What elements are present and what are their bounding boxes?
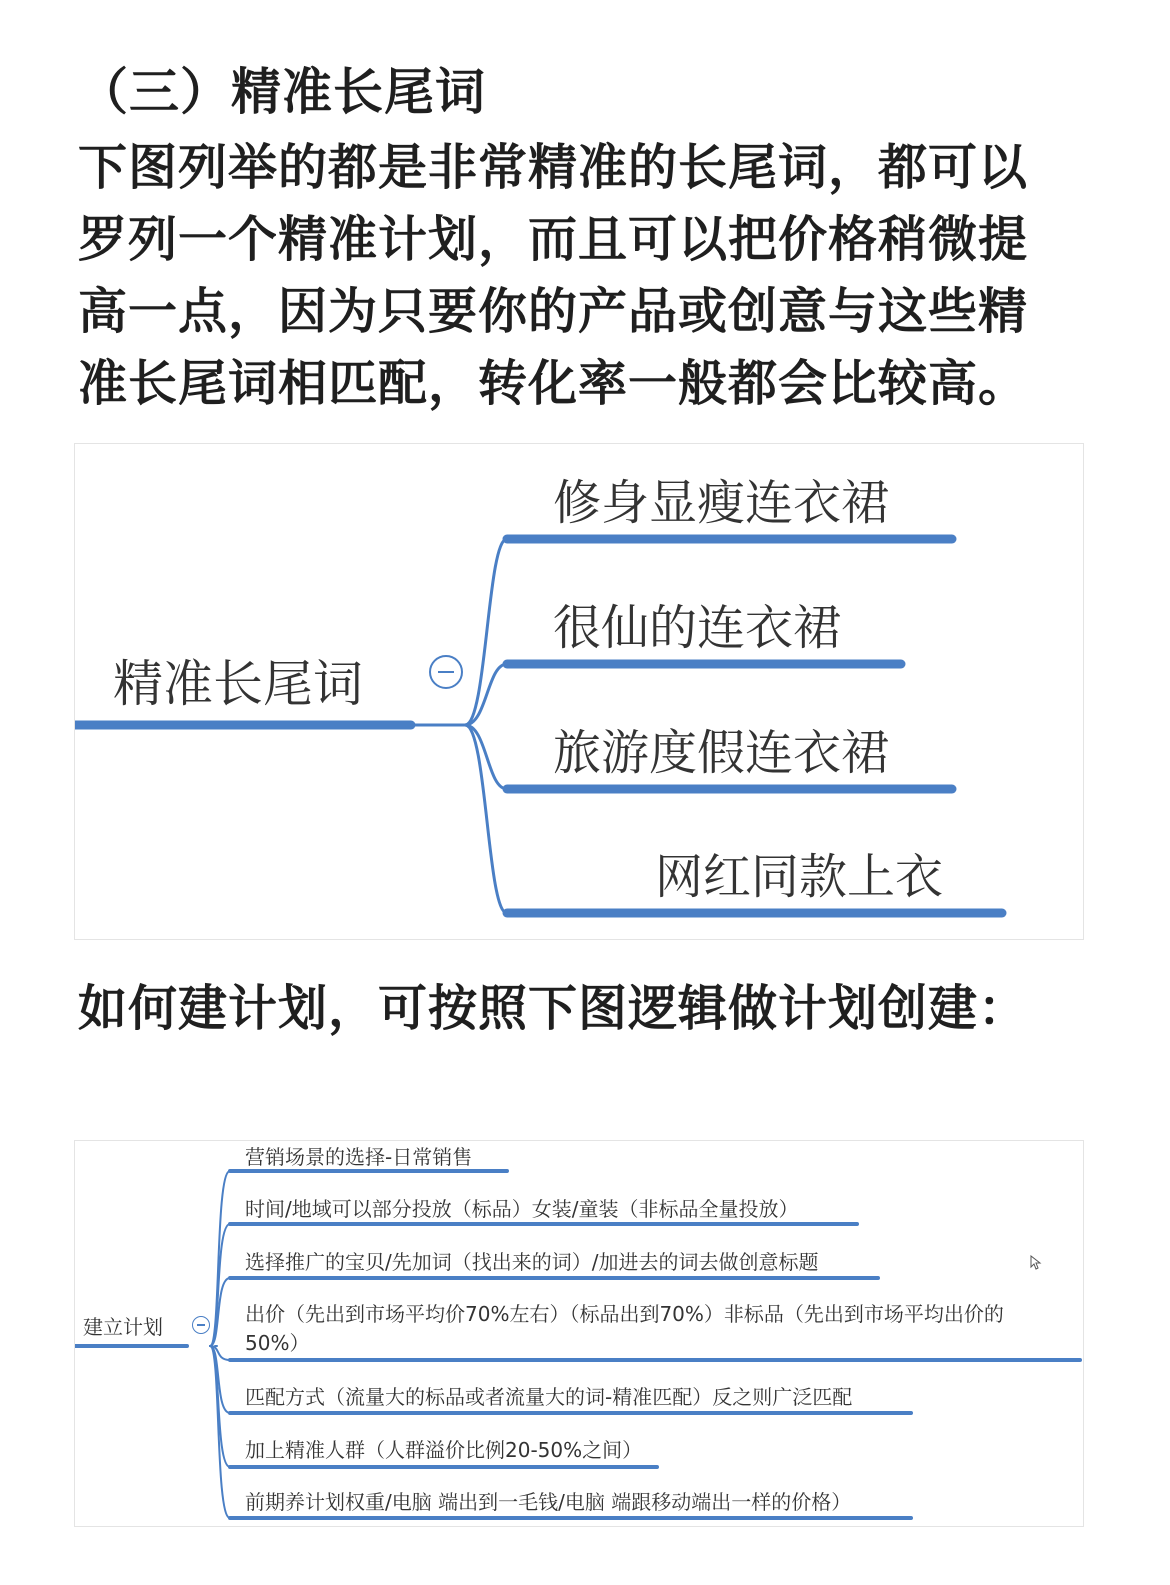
mindmap-branch-label: 出价（先出到市场平均价70%左右）（标品出到70%）非标品（先出到市场平均出价的 bbox=[245, 1302, 1004, 1326]
mouse-cursor-icon bbox=[1030, 1255, 1042, 1271]
mindmap-branch-label: 选择推广的宝贝/先加词（找出来的词）/加进去的词去做创意标题 bbox=[245, 1250, 819, 1274]
mindmap-root-label: 建立计划 bbox=[83, 1315, 163, 1339]
mindmap-branch-label: 旅游度假连衣裙 bbox=[553, 725, 890, 781]
intro-line: 准长尾词相匹配，转化率一般都会比较高。 bbox=[78, 355, 1029, 412]
intro-line: 高一点，因为只要你的产品或创意与这些精 bbox=[78, 283, 1029, 340]
mindmap-root-label: 精准长尾词 bbox=[113, 655, 363, 713]
intro-line: 下图列举的都是非常精准的长尾词，都可以 bbox=[78, 139, 1029, 196]
section-title: （三）精准长尾词 bbox=[78, 63, 486, 121]
mindmap-branch-label: 时间/地域可以部分投放（标品）女装/童装（非标品全量投放） bbox=[245, 1197, 799, 1221]
mindmap-branch-label: 修身显瘦连衣裙 bbox=[553, 475, 890, 531]
branch-curve bbox=[465, 725, 507, 789]
plan-heading: 如何建计划，可按照下图逻辑做计划创建： bbox=[78, 980, 1029, 1037]
intro-line: 罗列一个精准计划，而且可以把价格稍微提 bbox=[78, 211, 1029, 268]
collapse-minus-icon[interactable] bbox=[192, 1316, 210, 1334]
mindmap-branch-label: 前期养计划权重/电脑 端出到一毛钱/电脑 端跟移动端出一样的价格） bbox=[245, 1490, 852, 1514]
build-plan-mindmap bbox=[74, 1140, 1084, 1527]
long-tail-keyword-mindmap bbox=[74, 443, 1084, 940]
mindmap-branch-label: 营销场景的选择-日常销售 bbox=[245, 1145, 473, 1169]
collapse-minus-icon[interactable] bbox=[429, 655, 463, 689]
mindmap-branch-label: 很仙的连衣裙 bbox=[553, 600, 842, 656]
mindmap-branch-label: 加上精准人群（人群溢价比例20-50%之间） bbox=[245, 1438, 643, 1462]
mindmap-branch-label: 50%） bbox=[245, 1331, 310, 1355]
mindmap-branch-label: 网红同款上衣 bbox=[655, 849, 944, 905]
intro-paragraph bbox=[78, 132, 1088, 420]
mindmap-branch-label: 匹配方式（流量大的标品或者流量大的词-精准匹配）反之则广泛匹配 bbox=[245, 1385, 853, 1409]
